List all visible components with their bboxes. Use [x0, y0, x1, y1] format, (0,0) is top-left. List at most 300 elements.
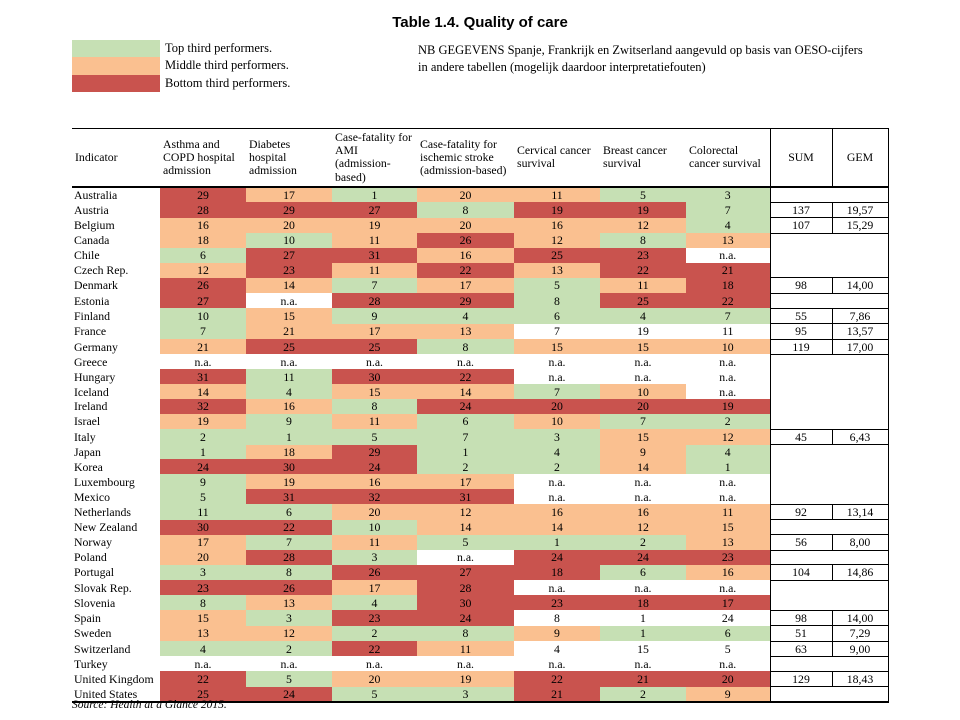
- country-label: Chile: [74, 248, 100, 263]
- sum-cell: [770, 656, 832, 671]
- rank-cell: 17: [160, 535, 246, 550]
- rank-cell: 13: [686, 535, 770, 550]
- rank-cell: 18: [600, 595, 686, 610]
- sum-cell: [770, 459, 832, 474]
- country-label: Israel: [74, 414, 101, 429]
- rank-cell: 22: [600, 263, 686, 278]
- rank-cell: 11: [332, 233, 417, 248]
- rank-cell: n.a.: [686, 489, 770, 504]
- rank-cell: 6: [600, 565, 686, 580]
- rank-cell: 15: [600, 429, 686, 444]
- legend-label: Middle third performers.: [165, 58, 289, 73]
- sum-cell: [770, 489, 832, 504]
- rank-cell: 19: [246, 474, 332, 489]
- gem-cell: 18,43: [832, 671, 888, 686]
- rank-cell: 21: [514, 687, 600, 702]
- rank-cell: 12: [600, 520, 686, 535]
- source-note: Source: Health at a Glance 2015.: [72, 699, 227, 711]
- rank-cell: 17: [332, 324, 417, 339]
- rank-cell: 7: [417, 429, 514, 444]
- rank-cell: 26: [246, 580, 332, 595]
- sum-cell: 56: [770, 535, 832, 550]
- rank-cell: n.a.: [514, 656, 600, 671]
- rank-cell: n.a.: [160, 656, 246, 671]
- note-line-1: NB GEGEVENS Spanje, Frankrijk en Zwitserland aangevuld op basis van OESO-cijfers: [418, 43, 863, 57]
- rank-cell: 24: [600, 550, 686, 565]
- rank-cell: 13: [160, 626, 246, 641]
- rank-cell: 16: [514, 504, 600, 519]
- page-title: Table 1.4. Quality of care: [392, 14, 568, 31]
- legend: [72, 40, 290, 92]
- gem-cell: 9,00: [832, 641, 888, 656]
- rank-cell: 20: [160, 550, 246, 565]
- rank-cell: 8: [514, 293, 600, 308]
- rank-cell: 5: [686, 641, 770, 656]
- rank-cell: 21: [686, 263, 770, 278]
- table-row: [72, 233, 888, 248]
- rank-cell: 30: [160, 520, 246, 535]
- table-row: [72, 308, 888, 323]
- sum-cell: 119: [770, 339, 832, 354]
- rank-cell: 15: [246, 308, 332, 323]
- sum-cell: [770, 354, 832, 369]
- country-label: Italy: [74, 429, 96, 444]
- rank-cell: 7: [514, 384, 600, 399]
- rank-cell: 15: [600, 641, 686, 656]
- sum-cell: [770, 187, 832, 202]
- rank-cell: 18: [160, 233, 246, 248]
- rank-cell: 2: [332, 626, 417, 641]
- rank-cell: 15: [514, 339, 600, 354]
- table-row: [72, 595, 888, 610]
- rank-cell: 32: [160, 399, 246, 414]
- country-label: Ireland: [74, 399, 108, 414]
- rank-cell: 1: [600, 626, 686, 641]
- rank-cell: n.a.: [686, 354, 770, 369]
- rank-cell: 20: [686, 671, 770, 686]
- rank-cell: 7: [686, 202, 770, 217]
- country-label: Estonia: [74, 293, 110, 308]
- rank-cell: 21: [600, 671, 686, 686]
- gem-cell: 13,14: [832, 504, 888, 519]
- rank-cell: 2: [600, 535, 686, 550]
- rank-cell: 2: [417, 459, 514, 474]
- rank-cell: 10: [514, 414, 600, 429]
- rank-cell: 20: [417, 218, 514, 233]
- gem-cell: [832, 595, 888, 610]
- rank-cell: 1: [686, 459, 770, 474]
- sum-cell: 92: [770, 504, 832, 519]
- rank-cell: 14: [417, 384, 514, 399]
- rank-cell: n.a.: [600, 656, 686, 671]
- gem-cell: [832, 459, 888, 474]
- sum-cell: [770, 369, 832, 384]
- rank-cell: 16: [600, 504, 686, 519]
- sum-cell: [770, 595, 832, 610]
- rank-cell: 14: [417, 520, 514, 535]
- sum-cell: [770, 550, 832, 565]
- country-label: Poland: [74, 550, 107, 565]
- rank-cell: 20: [514, 399, 600, 414]
- rank-cell: 17: [417, 278, 514, 293]
- rank-cell: 7: [332, 278, 417, 293]
- gem-cell: [832, 248, 888, 263]
- rank-cell: 20: [600, 399, 686, 414]
- rank-cell: 6: [246, 504, 332, 519]
- gem-cell: [832, 474, 888, 489]
- country-label: Finland: [74, 308, 111, 323]
- rank-cell: n.a.: [160, 354, 246, 369]
- rank-cell: 23: [246, 263, 332, 278]
- rank-cell: 6: [514, 308, 600, 323]
- rank-cell: 9: [600, 445, 686, 460]
- rank-cell: 30: [332, 369, 417, 384]
- rank-cell: 17: [686, 595, 770, 610]
- rank-cell: 6: [417, 414, 514, 429]
- rank-cell: 6: [160, 248, 246, 263]
- rank-cell: 20: [332, 671, 417, 686]
- gem-cell: [832, 399, 888, 414]
- table-row: [72, 671, 888, 686]
- table-row: [72, 429, 888, 444]
- sum-cell: 63: [770, 641, 832, 656]
- bottom-third-swatch: [72, 75, 160, 92]
- gem-cell: [832, 445, 888, 460]
- rank-cell: 27: [160, 293, 246, 308]
- country-label: United States: [72, 687, 160, 702]
- rank-cell: 12: [417, 504, 514, 519]
- rank-cell: 13: [417, 324, 514, 339]
- table-row: [72, 187, 888, 202]
- gem-cell: [832, 263, 888, 278]
- sum-cell: 98: [770, 610, 832, 625]
- table-row: [72, 656, 888, 671]
- rank-cell: 4: [686, 445, 770, 460]
- sum-cell: 104: [770, 565, 832, 580]
- rank-cell: 3: [514, 429, 600, 444]
- rank-cell: 1: [160, 445, 246, 460]
- country-label: New Zealand: [74, 519, 138, 534]
- gem-cell: 7,86: [832, 308, 888, 323]
- country-label: Belgium: [74, 218, 115, 233]
- rank-cell: 7: [600, 414, 686, 429]
- table-row: [72, 489, 888, 504]
- rank-cell: 31: [246, 489, 332, 504]
- gem-cell: [832, 414, 888, 429]
- rank-cell: 30: [417, 595, 514, 610]
- sum-cell: [770, 414, 832, 429]
- rank-cell: 10: [600, 384, 686, 399]
- rank-cell: n.a.: [686, 384, 770, 399]
- country-label: Sweden: [74, 626, 112, 641]
- top-third-swatch: [72, 40, 160, 57]
- rank-cell: 24: [246, 687, 332, 702]
- col-header-sum: SUM: [770, 129, 832, 187]
- rank-cell: n.a.: [686, 580, 770, 595]
- col-header-diabetes: Diabetes hospital admission: [246, 129, 332, 187]
- legend-row-bottom: [72, 75, 290, 92]
- rank-cell: n.a.: [417, 354, 514, 369]
- col-header-colorectal: Colorectal cancer survival: [686, 129, 770, 187]
- rank-cell: 10: [332, 520, 417, 535]
- rank-cell: 4: [686, 218, 770, 233]
- gem-cell: 17,00: [832, 339, 888, 354]
- rank-cell: 29: [417, 293, 514, 308]
- table-row: [72, 459, 888, 474]
- gem-cell: [832, 354, 888, 369]
- rank-cell: 27: [332, 202, 417, 217]
- rank-cell: 1: [600, 610, 686, 625]
- country-label: Korea: [74, 459, 103, 474]
- sum-cell: [770, 248, 832, 263]
- rank-cell: 24: [160, 459, 246, 474]
- rank-cell: 13: [246, 595, 332, 610]
- rank-cell: n.a.: [332, 354, 417, 369]
- rank-cell: 1: [246, 429, 332, 444]
- rank-cell: 25: [332, 339, 417, 354]
- gem-cell: 6,43: [832, 429, 888, 444]
- rank-cell: 5: [332, 687, 417, 702]
- rank-cell: 23: [686, 550, 770, 565]
- rank-cell: n.a.: [686, 369, 770, 384]
- rank-cell: 13: [514, 263, 600, 278]
- rank-cell: 11: [686, 324, 770, 339]
- legend-row-top: [72, 40, 290, 57]
- table-row: [72, 626, 888, 641]
- rank-cell: 23: [600, 248, 686, 263]
- rank-cell: 26: [160, 278, 246, 293]
- rank-cell: 9: [686, 687, 770, 702]
- rank-cell: n.a.: [600, 369, 686, 384]
- rank-cell: 23: [514, 595, 600, 610]
- rank-cell: 7: [246, 535, 332, 550]
- country-label: France: [74, 324, 107, 339]
- rank-cell: 22: [246, 520, 332, 535]
- country-label: Portugal: [74, 565, 114, 580]
- table-row: [72, 550, 888, 565]
- rank-cell: 24: [686, 610, 770, 625]
- sum-cell: [770, 399, 832, 414]
- rank-cell: 4: [417, 308, 514, 323]
- rank-cell: 4: [246, 384, 332, 399]
- sum-cell: 55: [770, 308, 832, 323]
- rank-cell: 8: [600, 233, 686, 248]
- rank-cell: n.a.: [514, 369, 600, 384]
- rank-cell: 15: [332, 384, 417, 399]
- rank-cell: 29: [332, 445, 417, 460]
- rank-cell: 19: [686, 399, 770, 414]
- rank-cell: n.a.: [600, 474, 686, 489]
- table-row: [72, 293, 888, 308]
- table-row: [72, 384, 888, 399]
- rank-cell: 28: [332, 293, 417, 308]
- sum-cell: [770, 293, 832, 308]
- rank-cell: 11: [600, 278, 686, 293]
- gem-cell: [832, 233, 888, 248]
- sum-cell: [770, 445, 832, 460]
- rank-cell: 5: [600, 187, 686, 202]
- rank-cell: n.a.: [246, 656, 332, 671]
- gem-cell: [832, 550, 888, 565]
- rank-cell: 4: [514, 641, 600, 656]
- table-row: [72, 399, 888, 414]
- table-row: [72, 414, 888, 429]
- rank-cell: 8: [160, 595, 246, 610]
- rank-cell: n.a.: [514, 580, 600, 595]
- legend-row-middle: [72, 57, 290, 74]
- rank-cell: 1: [332, 187, 417, 202]
- rank-cell: 8: [417, 626, 514, 641]
- rank-cell: 25: [160, 687, 246, 702]
- rank-cell: 9: [246, 414, 332, 429]
- table-row: [72, 248, 888, 263]
- gem-cell: [832, 656, 888, 671]
- rank-cell: 14: [514, 520, 600, 535]
- rank-cell: n.a.: [514, 354, 600, 369]
- rank-cell: 1: [514, 535, 600, 550]
- rank-cell: 21: [160, 339, 246, 354]
- country-label: Canada: [74, 233, 110, 248]
- rank-cell: 16: [686, 565, 770, 580]
- rank-cell: 22: [514, 671, 600, 686]
- rank-cell: 28: [417, 580, 514, 595]
- table-row: [72, 202, 888, 217]
- country-label: Germany: [74, 339, 118, 354]
- rank-cell: 27: [417, 565, 514, 580]
- table-row: [72, 504, 888, 519]
- rank-cell: 11: [332, 263, 417, 278]
- rank-cell: 9: [514, 626, 600, 641]
- rank-cell: 12: [514, 233, 600, 248]
- rank-cell: 14: [246, 278, 332, 293]
- table-row: [72, 218, 888, 233]
- legend-label: Bottom third performers.: [165, 75, 291, 90]
- rank-cell: 11: [246, 369, 332, 384]
- sum-cell: [770, 520, 832, 535]
- rank-cell: 12: [600, 218, 686, 233]
- col-header-asthma-copd: Asthma and COPD hospital admission: [160, 129, 246, 187]
- rank-cell: 3: [686, 187, 770, 202]
- rank-cell: 11: [160, 504, 246, 519]
- rank-cell: 2: [600, 687, 686, 702]
- rank-cell: 10: [160, 308, 246, 323]
- middle-third-swatch: [72, 57, 160, 74]
- table-row: [72, 339, 888, 354]
- col-header-cervical: Cervical cancer survival: [514, 129, 600, 187]
- sum-cell: 51: [770, 626, 832, 641]
- country-label: Mexico: [74, 489, 111, 504]
- rank-cell: 16: [332, 474, 417, 489]
- table-body: [72, 187, 888, 702]
- rank-cell: 8: [417, 339, 514, 354]
- country-label: Hungary: [74, 369, 116, 384]
- country-label: Netherlands: [74, 504, 131, 519]
- rank-cell: 31: [417, 489, 514, 504]
- table-row: [72, 610, 888, 625]
- table-row: [72, 474, 888, 489]
- rank-cell: 6: [686, 626, 770, 641]
- rank-cell: 15: [600, 339, 686, 354]
- quality-of-care-table: [72, 128, 889, 703]
- table-row: [72, 445, 888, 460]
- rank-cell: 8: [417, 202, 514, 217]
- rank-cell: 21: [246, 324, 332, 339]
- rank-cell: 11: [514, 187, 600, 202]
- table-row: [72, 535, 888, 550]
- rank-cell: 20: [417, 187, 514, 202]
- rank-cell: 29: [246, 202, 332, 217]
- rank-cell: 31: [332, 248, 417, 263]
- rank-cell: 2: [160, 429, 246, 444]
- table-row: [72, 354, 888, 369]
- rank-cell: 15: [160, 610, 246, 625]
- data-note: [418, 42, 863, 76]
- rank-cell: 17: [417, 474, 514, 489]
- rank-cell: 1: [417, 445, 514, 460]
- rank-cell: 32: [332, 489, 417, 504]
- country-label: Japan: [74, 444, 101, 459]
- rank-cell: 4: [160, 641, 246, 656]
- gem-cell: [832, 520, 888, 535]
- gem-cell: 14,00: [832, 610, 888, 625]
- rank-cell: 16: [514, 218, 600, 233]
- rank-cell: 30: [246, 459, 332, 474]
- country-label: Luxembourg: [74, 474, 135, 489]
- rank-cell: 23: [332, 610, 417, 625]
- rank-cell: 14: [160, 384, 246, 399]
- table-row: [72, 324, 888, 339]
- sum-cell: 95: [770, 324, 832, 339]
- country-label: Australia: [74, 187, 118, 202]
- col-header-ami: Case-fatality for AMI (admission-based): [332, 129, 417, 187]
- rank-cell: 27: [246, 248, 332, 263]
- rank-cell: 29: [160, 187, 246, 202]
- rank-cell: 3: [160, 565, 246, 580]
- sum-cell: [770, 263, 832, 278]
- rank-cell: 19: [332, 218, 417, 233]
- rank-cell: 14: [600, 459, 686, 474]
- rank-cell: 4: [332, 595, 417, 610]
- rank-cell: 12: [246, 626, 332, 641]
- header-row: [72, 129, 888, 187]
- rank-cell: 13: [686, 233, 770, 248]
- gem-cell: 13,57: [832, 324, 888, 339]
- rank-cell: 24: [332, 459, 417, 474]
- rank-cell: 10: [686, 339, 770, 354]
- rank-cell: 5: [246, 671, 332, 686]
- rank-cell: 15: [686, 520, 770, 535]
- gem-cell: [832, 187, 888, 202]
- gem-cell: 15,29: [832, 218, 888, 233]
- sum-cell: 129: [770, 671, 832, 686]
- rank-cell: 20: [332, 504, 417, 519]
- rank-cell: 9: [160, 474, 246, 489]
- rank-cell: 19: [600, 324, 686, 339]
- rank-cell: n.a.: [514, 489, 600, 504]
- rank-cell: 8: [246, 565, 332, 580]
- rank-cell: 8: [332, 399, 417, 414]
- rank-cell: 26: [417, 233, 514, 248]
- rank-cell: 18: [246, 445, 332, 460]
- country-label: Switzerland: [74, 641, 131, 656]
- rank-cell: 7: [160, 324, 246, 339]
- country-label: Slovak Rep.: [74, 580, 132, 595]
- table-row: [72, 641, 888, 656]
- sum-cell: 137: [770, 202, 832, 217]
- rank-cell: 11: [686, 504, 770, 519]
- gem-cell: 7,29: [832, 626, 888, 641]
- rank-cell: 5: [160, 489, 246, 504]
